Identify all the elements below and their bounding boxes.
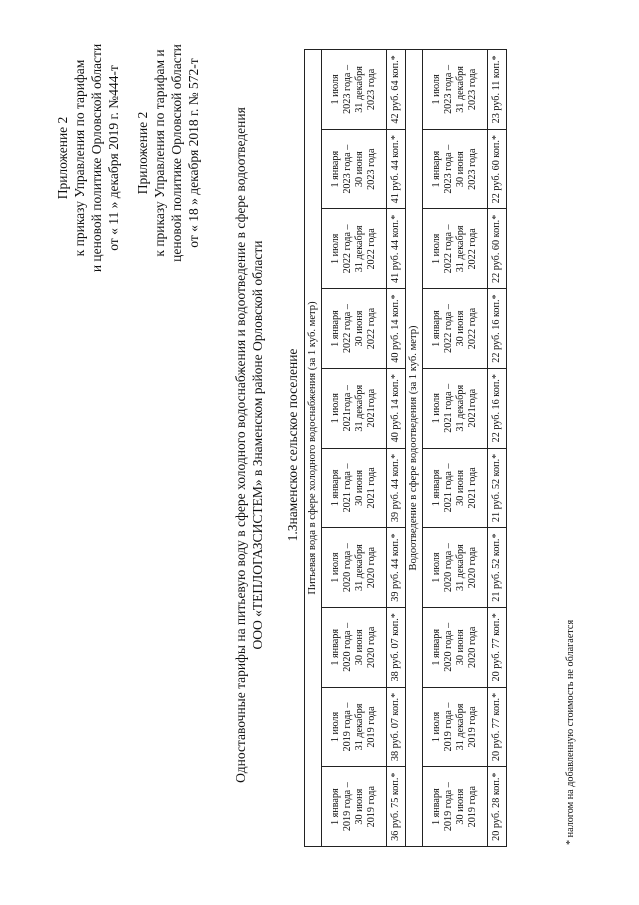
- period-cell: 1 января 2021 года – 30 июня 2021 года: [423, 448, 488, 528]
- appendix-new-line4: от « 11 » декабря 2019 г. №444-т: [106, 65, 121, 251]
- period-cell: 1 июля 2021года – 31 декабря 2021года: [322, 368, 387, 448]
- tariff-value: 38 руб. 07 коп.*: [387, 687, 406, 767]
- appendix-old-line2: к приказу Управления по тарифам и: [152, 49, 167, 257]
- tariff-value: 20 руб. 77 коп.*: [488, 687, 507, 767]
- appendix-old-line4: от « 18 » декабря 2018 г. № 572-т: [186, 58, 201, 248]
- tariff-value: 39 руб. 44 коп.*: [387, 448, 406, 528]
- section-row: [305, 50, 322, 847]
- title-line2: ООО «ТЕПЛОГАЗСИСТЕМ» в Знаменском районе Орловской области: [250, 240, 265, 650]
- tariff-value: 21 руб. 52 коп.*: [488, 528, 507, 608]
- period-cell: 1 июля 2023 года – 31 декабря 2023 года: [322, 50, 387, 130]
- period-cell: 1 июля 2019 года – 31 декабря 2019 года: [322, 687, 387, 767]
- period-cell: 1 января 2019 года – 30 июня 2019 года: [423, 767, 488, 847]
- period-cell: 1 января 2020 года – 30 июня 2020 года: [423, 607, 488, 687]
- period-cell: 1 января 2019 года – 30 июня 2019 года: [322, 767, 387, 847]
- tariff-value: 22 руб. 16 коп.*: [488, 368, 507, 448]
- tariff-value: 36 руб. 75 коп.*: [387, 767, 406, 847]
- tariff-value: 22 руб. 60 коп.*: [488, 209, 507, 289]
- tariff-value: 41 руб. 44 коп.*: [387, 129, 406, 209]
- period-row: [423, 50, 488, 847]
- period-cell: 1 января 2023 года – 30 июня 2023 года: [322, 129, 387, 209]
- period-cell: 1 июля 2023 года – 31 декабря 2023 года: [423, 50, 488, 130]
- tariff-value: 39 руб. 44 коп.*: [387, 528, 406, 608]
- tariff-table: [304, 49, 507, 847]
- period-cell: 1 июля 2022 года – 31 декабря 2022 года: [423, 209, 488, 289]
- period-cell: 1 июля 2020 года – 31 декабря 2020 года: [423, 528, 488, 608]
- title-line1: Одноставочные тарифы на питьевую воду в сфере холодного водоснабжения и водоотведение в сфере водоотведения: [233, 107, 248, 783]
- period-cell: 1 января 2021 года – 30 июня 2021 года: [322, 448, 387, 528]
- period-cell: 1 июля 2022 года – 31 декабря 2022 года: [322, 209, 387, 289]
- value-row: [387, 50, 406, 847]
- tariff-value: 22 руб. 16 коп.*: [488, 289, 507, 369]
- document-title: [232, 45, 266, 845]
- value-row: [488, 50, 507, 847]
- period-cell: 1 января 2023 года – 30 июня 2023 года: [423, 129, 488, 209]
- tariff-value: 42 руб. 64 коп.*: [387, 50, 406, 130]
- period-cell: 1 января 2020 года – 30 июня 2020 года: [322, 607, 387, 687]
- tariff-value: 20 руб. 77 коп.*: [488, 607, 507, 687]
- tariff-value: 20 руб. 28 коп.*: [488, 767, 507, 847]
- appendix-old-line3: ценовой политике Орловской области: [169, 44, 184, 262]
- period-cell: 1 января 2022 года – 30 июня 2022 года: [322, 289, 387, 369]
- period-cell: 1 января 2022 года – 30 июня 2022 года: [423, 289, 488, 369]
- appendix-new-line1: Приложение 2: [55, 116, 70, 200]
- footnote: * налогом на добавленную стоимость не облагается: [565, 619, 576, 845]
- appendix-new-line3: и ценовой политике Орловской области: [89, 43, 104, 273]
- settlement-heading: 1.Знаменское сельское поселение: [285, 348, 300, 542]
- period-cell: 1 июля 2019 года – 31 декабря 2019 года: [423, 687, 488, 767]
- period-cell: 1 июля 2021 года – 31 декабря 2021года: [423, 368, 488, 448]
- tariff-value: 22 руб. 60 коп.*: [488, 129, 507, 209]
- appendix-new-line2: к приказу Управления по тарифам: [72, 59, 87, 257]
- period-row: [322, 50, 387, 847]
- appendix-old: [134, 23, 202, 283]
- tariff-value: 23 руб. 11 коп.*: [488, 50, 507, 130]
- appendix-new: [54, 23, 122, 293]
- tariff-value: 38 руб. 07 коп.*: [387, 607, 406, 687]
- tariff-value: 40 руб. 14 коп.*: [387, 368, 406, 448]
- tariff-value: 41 руб. 44 коп.*: [387, 209, 406, 289]
- section-label: Питьевая вода в сфере холодного водоснабжения (за 1 куб. метр): [305, 50, 322, 847]
- appendix-old-line1: Приложение 2: [135, 111, 150, 195]
- section-label: Водоотведение в сфере водоотведения (за 1 куб. метр): [406, 50, 423, 847]
- tariff-value: 21 руб. 52 коп.*: [488, 448, 507, 528]
- period-cell: 1 июля 2020 года – 31 декабря 2020 года: [322, 528, 387, 608]
- section-row: [406, 50, 423, 847]
- tariff-value: 40 руб. 14 коп.*: [387, 289, 406, 369]
